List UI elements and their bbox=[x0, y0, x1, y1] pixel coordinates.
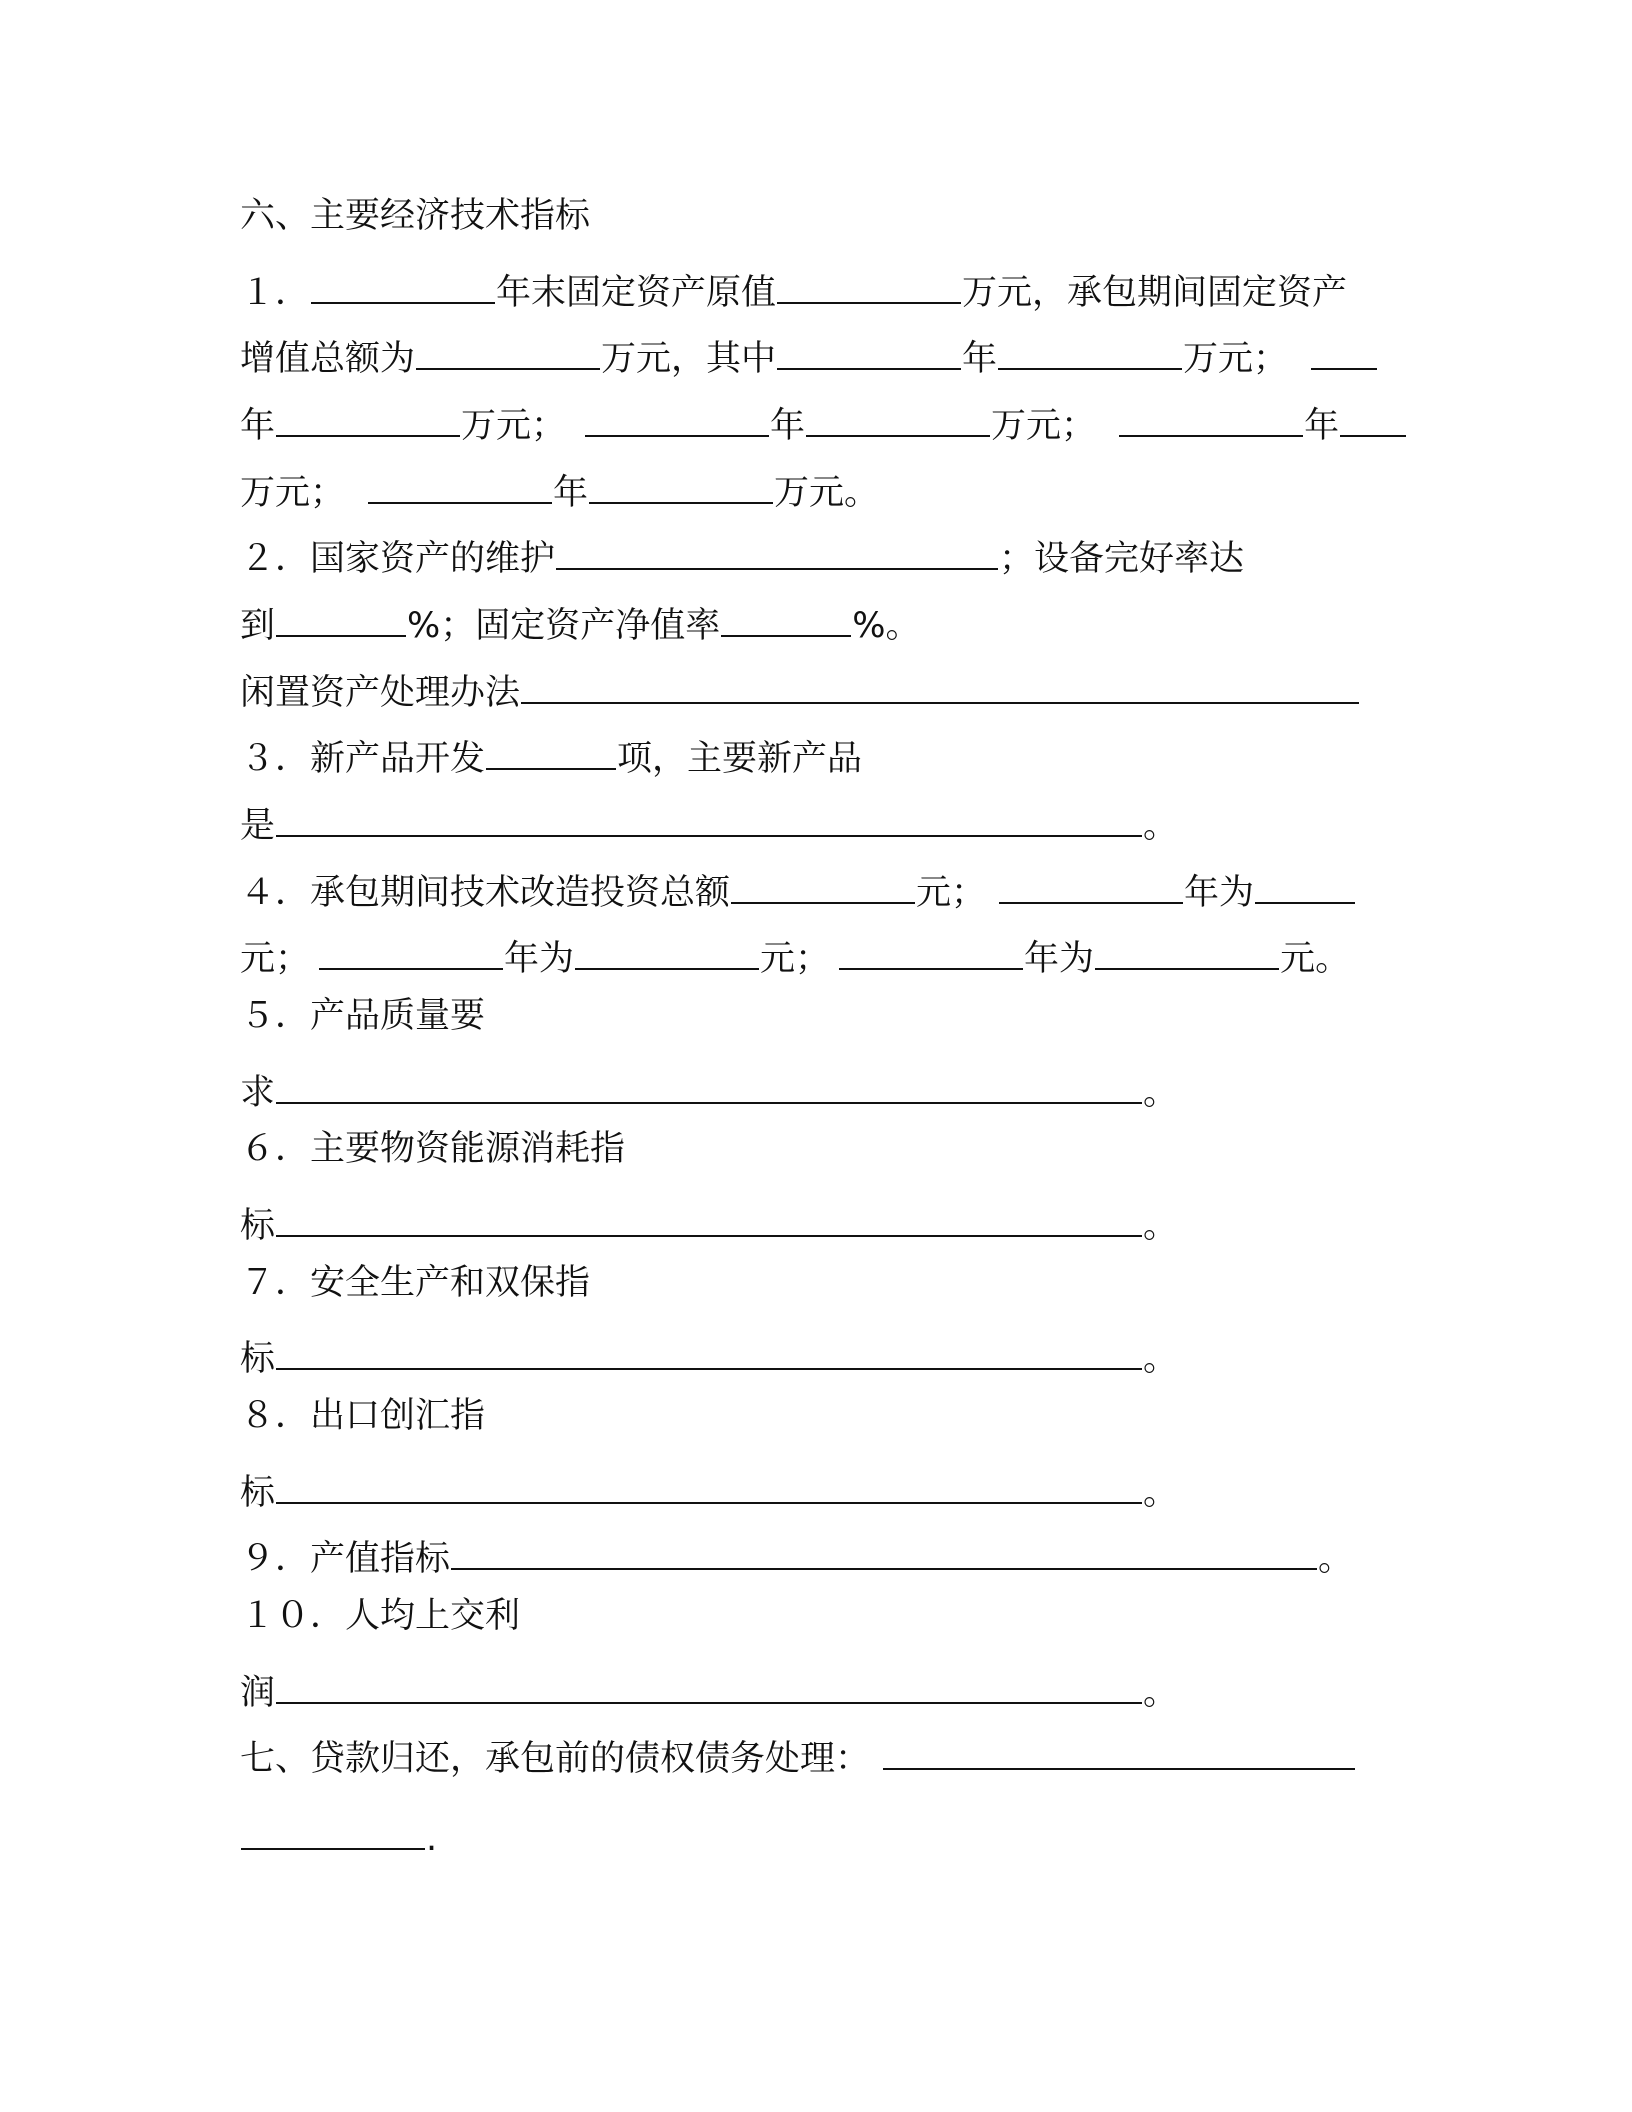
fill-blank-quality[interactable] bbox=[276, 1056, 1142, 1104]
fill-blank-amount[interactable] bbox=[575, 922, 759, 970]
fill-blank-year[interactable] bbox=[1311, 322, 1377, 370]
item-1-line-2: 增值总额为 万元，其中 年 万元； bbox=[240, 322, 1378, 376]
fill-blank-amount[interactable] bbox=[589, 456, 773, 504]
fill-blank-debt-handling[interactable] bbox=[883, 1722, 1355, 1770]
fill-blank-amount[interactable] bbox=[1340, 389, 1406, 437]
item-6-line-2: 标 。 bbox=[240, 1189, 1178, 1243]
item-4-line-1: ４．承包期间技术改造投资总额 元； 年为 bbox=[240, 856, 1356, 910]
item-8-line-1: ８．出口创汇指 bbox=[240, 1396, 486, 1436]
fill-blank-idle-assets[interactable] bbox=[521, 656, 1359, 704]
fill-blank-year[interactable] bbox=[368, 456, 552, 504]
fill-blank-new-products[interactable] bbox=[276, 789, 1142, 837]
item-10-line-1: １０．人均上交利 bbox=[240, 1596, 521, 1636]
fill-blank-amount[interactable] bbox=[276, 389, 460, 437]
fill-blank-amount[interactable] bbox=[998, 322, 1182, 370]
fill-blank-product-count[interactable] bbox=[486, 722, 616, 770]
item-10-line-2: 润 。 bbox=[240, 1656, 1178, 1710]
fill-blank-energy[interactable] bbox=[276, 1189, 1142, 1237]
fill-blank-year[interactable] bbox=[999, 856, 1183, 904]
item-3-line-1: ３．新产品开发 项，主要新产品 bbox=[240, 722, 862, 776]
fill-blank-safety[interactable] bbox=[276, 1322, 1142, 1370]
item-1-line-1: １． 年末固定资产原值 万元，承包期间固定资产 bbox=[240, 256, 1347, 310]
item-6-line-1: ６．主要物资能源消耗指 bbox=[240, 1129, 626, 1169]
fill-blank-output-value[interactable] bbox=[451, 1522, 1317, 1570]
fill-blank-export[interactable] bbox=[276, 1456, 1142, 1504]
fill-blank-equipment-rate[interactable] bbox=[276, 589, 406, 637]
item-5-line-1: ５．产品质量要 bbox=[240, 996, 486, 1036]
item-4-line-2: 元； 年为 元； 年为 元。 bbox=[240, 922, 1350, 976]
fill-blank-total-increase[interactable] bbox=[416, 322, 600, 370]
item-5-line-2: 求 。 bbox=[240, 1056, 1178, 1110]
item-7-line-2: 标 。 bbox=[240, 1322, 1178, 1376]
section-heading-7: 七、贷款归还，承包前的债权债务处理： bbox=[240, 1722, 1356, 1776]
fill-blank-year[interactable] bbox=[777, 322, 961, 370]
item-1-line-4: 万元； 年 万元。 bbox=[240, 456, 879, 510]
fill-blank-investment-total[interactable] bbox=[731, 856, 915, 904]
item-2-line-1: ２．国家资产的维护 ；设备完好率达 bbox=[240, 522, 1244, 576]
fill-blank-amount[interactable] bbox=[1095, 922, 1279, 970]
fill-blank-net-value-rate[interactable] bbox=[721, 589, 851, 637]
fill-blank-amount[interactable] bbox=[1255, 856, 1355, 904]
fill-blank-year[interactable] bbox=[319, 922, 503, 970]
item-3-line-2: 是 。 bbox=[240, 789, 1178, 843]
fill-blank-year[interactable] bbox=[311, 256, 495, 304]
fill-blank-original-value[interactable] bbox=[777, 256, 961, 304]
section-heading-6: 六、主要经济技术指标 bbox=[240, 196, 591, 236]
item-9-line-1: ９．产值指标 。 bbox=[240, 1522, 1353, 1576]
fill-blank-debt-handling-cont[interactable] bbox=[241, 1802, 425, 1850]
item-2-line-3: 闲置资产处理办法 bbox=[240, 656, 1360, 710]
fill-blank-year[interactable] bbox=[585, 389, 769, 437]
section-7-line-2: . bbox=[240, 1802, 437, 1856]
item-8-line-2: 标 。 bbox=[240, 1456, 1178, 1510]
fill-blank-profit-per-capita[interactable] bbox=[276, 1656, 1142, 1704]
fill-blank-amount[interactable] bbox=[806, 389, 990, 437]
fill-blank-year[interactable] bbox=[1119, 389, 1303, 437]
item-7-line-1: ７．安全生产和双保指 bbox=[240, 1263, 591, 1303]
item-2-line-2: 到 %；固定资产净值率 %。 bbox=[240, 589, 921, 643]
fill-blank-year[interactable] bbox=[839, 922, 1023, 970]
item-1-line-3: 年 万元； 年 万元； 年 bbox=[240, 389, 1407, 443]
fill-blank-asset-maintenance[interactable] bbox=[556, 522, 998, 570]
